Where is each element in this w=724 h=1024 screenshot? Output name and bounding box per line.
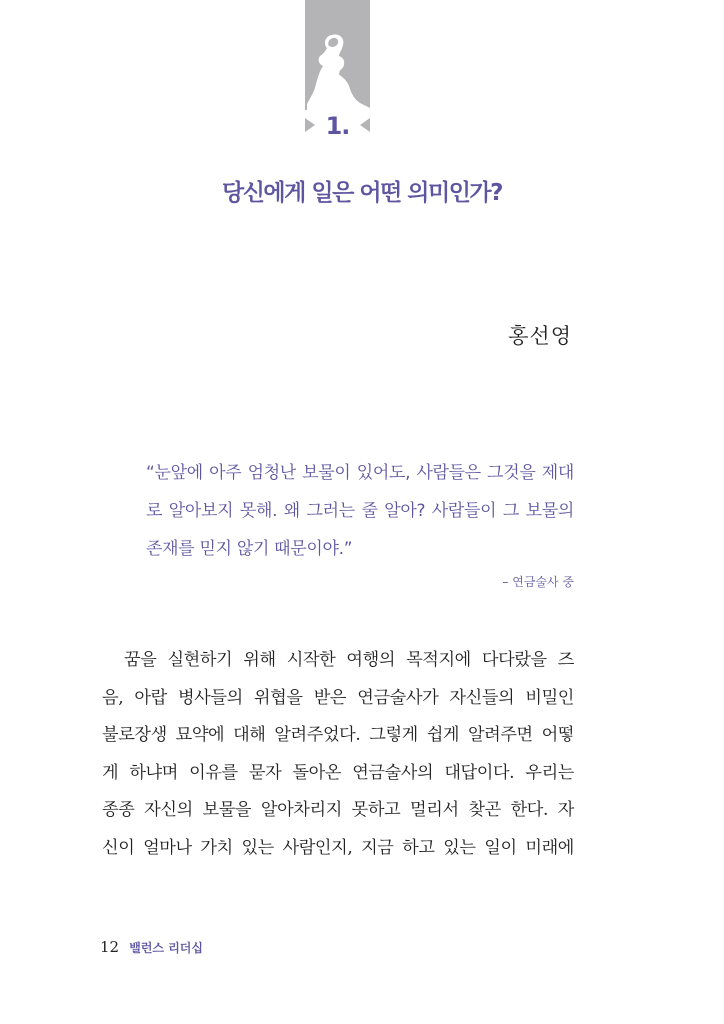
epigraph-quote: “눈앞에 아주 엄청난 보물이 있어도, 사람들은 그것을 제대로 알아보지 못해. 왜 그러는 줄 알아? 사람들이 그 보물의 존재를 믿지 않기 때문이야.” — [146, 463, 574, 559]
chapter-number: 1. — [325, 112, 350, 140]
page-footer — [100, 938, 203, 956]
thinking-woman-silhouette-icon — [305, 0, 370, 110]
chapter-tab — [305, 0, 370, 110]
body-line: 음, 아랍 병사들의 위협을 받은 연금술사가 자신들의 비밀인 — [102, 687, 574, 708]
page-number: 12 — [100, 938, 120, 956]
body-line: 불로장생 묘약에 대해 알려주었다. 그렇게 쉽게 알려주면 어떻 — [102, 725, 574, 746]
body-line: 꿈을 실현하기 위해 시작한 여행의 목적지에 다다랐을 즈 — [124, 650, 574, 670]
body-line: 종종 자신의 보물을 알아차리지 못하고 멀리서 찾곤 한다. 자 — [102, 800, 574, 821]
body-line: 게 하냐며 이유를 묻자 돌아온 연금술사의 대답이다. 우리는 — [102, 762, 574, 783]
body-line: 신이 얼마나 가치 있는 사람인지, 지금 하고 있는 일이 미래에 — [102, 837, 574, 858]
epigraph-source: – 연금술사 중 — [502, 575, 574, 589]
running-title: 밸런스 리더십 — [129, 941, 203, 955]
author-name: 홍선영 — [508, 324, 572, 348]
chapter-title: 당신에게 일은 어떤 의미인가? — [222, 180, 502, 206]
body-paragraph — [102, 642, 574, 868]
